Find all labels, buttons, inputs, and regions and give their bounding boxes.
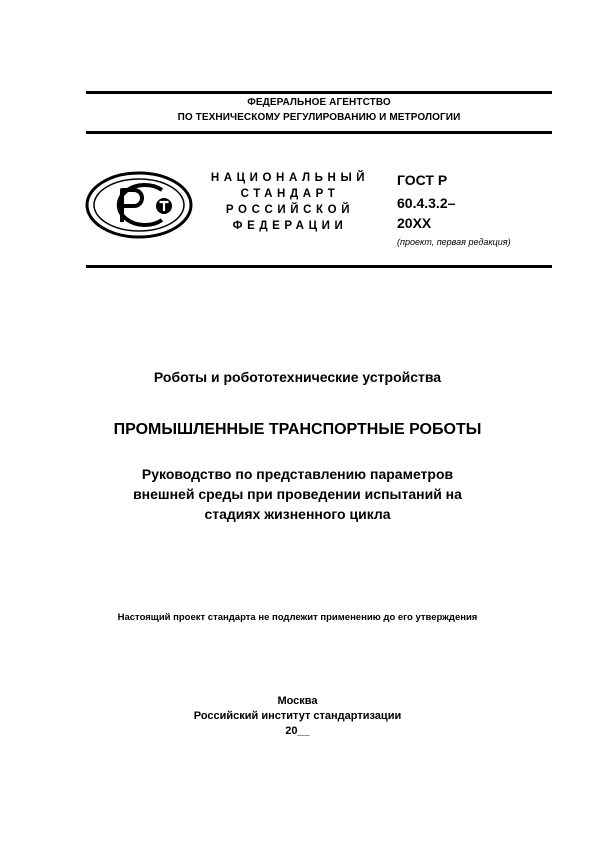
agency-line-1: ФЕДЕРАЛЬНОЕ АГЕНТСТВО <box>247 97 391 108</box>
header-divider-rule <box>86 131 552 134</box>
footer-institute: Российский институт стандартизации <box>193 710 402 722</box>
top-rule <box>86 91 552 94</box>
main-title: ПРОМЫШЛЕННЫЕ ТРАНСПОРТНЫЕ РОБОТЫ <box>113 421 482 438</box>
guide-title-line-2: внешней среды при проведении испытаний на <box>133 486 462 502</box>
draft-status: (проект, первая редакция) <box>397 237 511 247</box>
guide-title-line-3: стадиях жизненного цикла <box>204 506 391 522</box>
agency-line-2: ПО ТЕХНИЧЕСКОМУ РЕГУЛИРОВАНИЮ И МЕТРОЛОГИИ <box>177 112 461 123</box>
footer-year: 20__ <box>285 725 310 737</box>
draft-notice: Настоящий проект стандарта не подлежит применению до его утверждения <box>117 612 478 623</box>
guide-title-line-1: Руководство по представлению параметров <box>141 466 454 482</box>
gost-designation-line-3: 20ХХ <box>397 215 432 231</box>
national-standard-line-4: ФЕДЕРАЦИИ <box>232 220 348 232</box>
gost-r-logo-icon <box>84 170 194 240</box>
national-standard-line-3: РОССИЙСКОЙ <box>225 204 355 216</box>
gost-designation-line-1: ГОСТ Р <box>397 172 448 188</box>
standard-block-rule <box>86 265 552 268</box>
national-standard-line-2: СТАНДАРТ <box>240 188 340 200</box>
gost-designation-line-2: 60.4.3.2– <box>397 195 456 211</box>
footer-city: Москва <box>277 695 318 707</box>
subject-title: Роботы и робототехнические устройства <box>153 369 442 385</box>
national-standard-line-1: НАЦИОНАЛЬНЫЙ <box>210 172 370 184</box>
